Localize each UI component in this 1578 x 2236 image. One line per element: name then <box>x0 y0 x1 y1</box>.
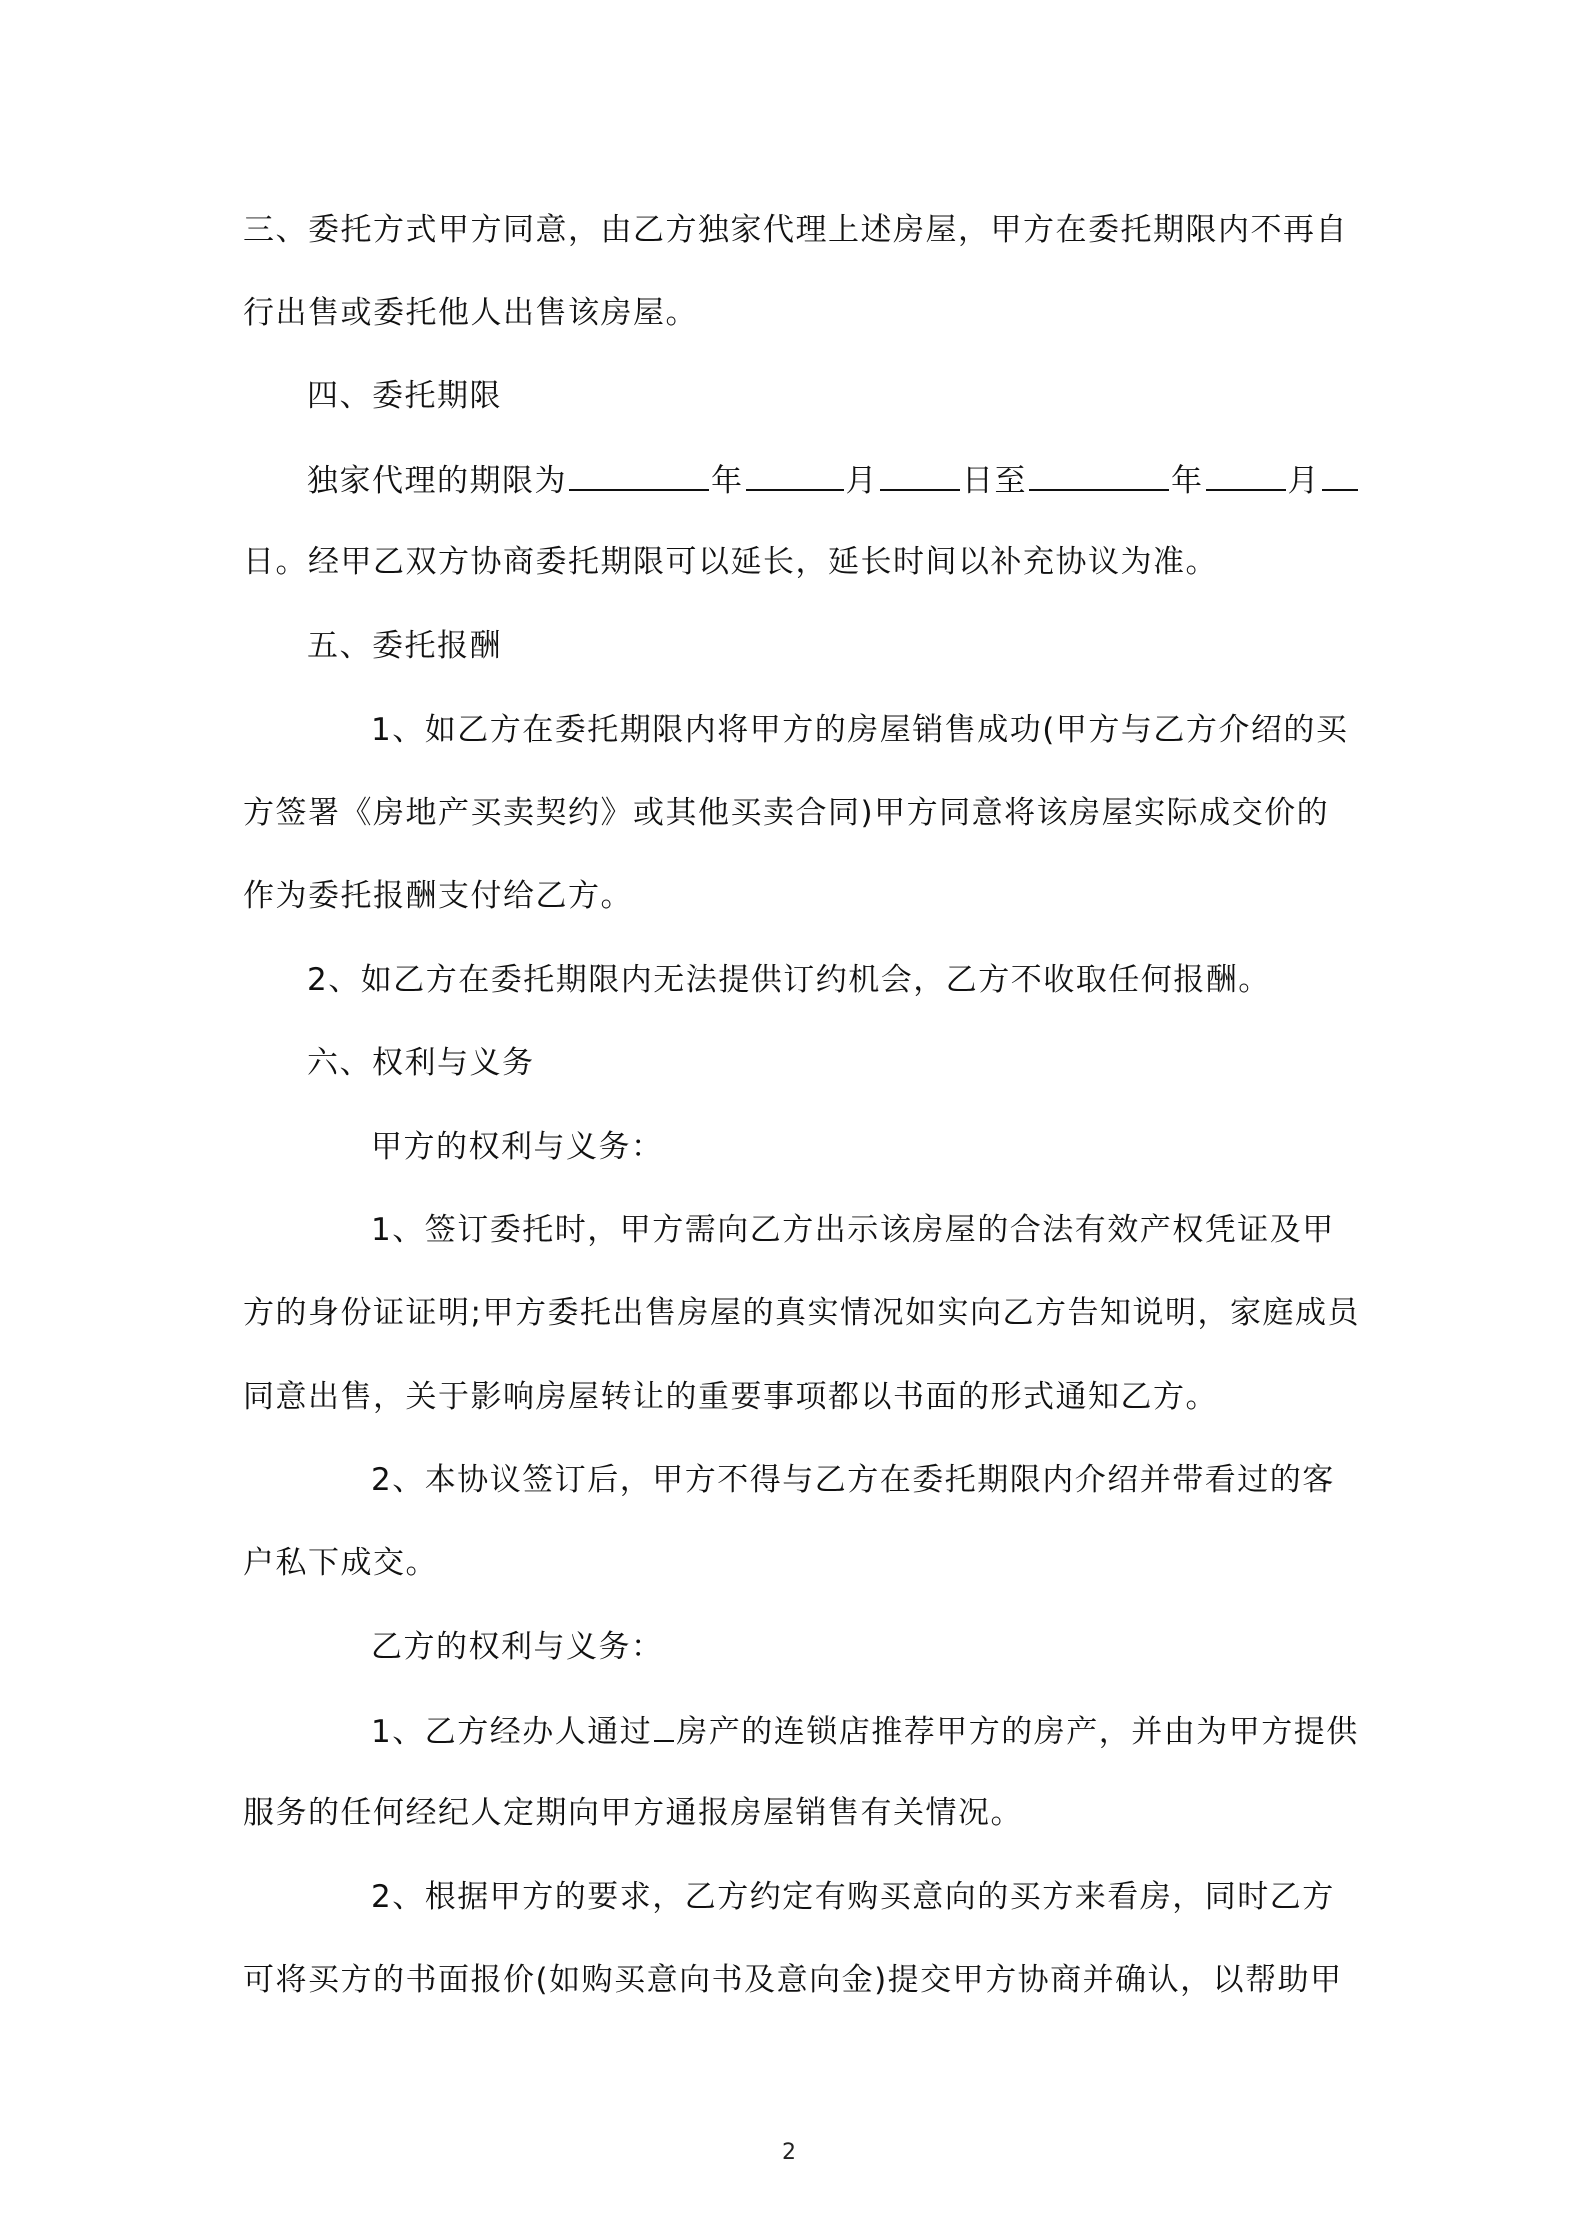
party-b-p1-part-b: 房产的连锁店推荐甲方的房产，并由为甲方提供 <box>676 1714 1359 1750</box>
sec5-p1-line-3: 作为委托报酬支付给乙方。 <box>243 878 633 914</box>
sec6-heading: 六、权利与义务 <box>307 1045 535 1081</box>
sec5-p1-line-1: 1、如乙方在委托期限内将甲方的房屋销售成功(甲方与乙方介绍的买 <box>371 712 1349 748</box>
sec3-line-2: 行出售或委托他人出售该房屋。 <box>243 295 698 331</box>
page-number: 2 <box>782 2140 796 2165</box>
sec4-heading: 四、委托期限 <box>307 378 502 414</box>
party-a-p2-line-2: 户私下成交。 <box>243 1545 438 1581</box>
blank-start-month <box>746 459 844 491</box>
period-day-to: 日至 <box>962 463 1027 499</box>
party-a-p1-line-1: 1、签订委托时，甲方需向乙方出示该房屋的合法有效产权凭证及甲 <box>371 1212 1335 1248</box>
blank-start-year <box>569 459 709 491</box>
party-b-p1-part-a: 1、乙方经办人通过 <box>371 1714 653 1750</box>
sec5-heading: 五、委托报酬 <box>307 628 502 664</box>
period-label: 独家代理的期限为 <box>307 463 567 499</box>
sec5-p1-line-2: 方签署《房地产买卖契约》或其他买卖合同)甲方同意将该房屋实际成交价的 <box>243 795 1330 831</box>
party-b-heading: 乙方的权利与义务： <box>371 1629 664 1665</box>
party-b-p1-line-1 <box>371 1710 1359 1752</box>
blank-end-year <box>1029 459 1169 491</box>
period-year-2: 年 <box>1171 463 1204 499</box>
sec4-line-2: 日。经甲乙双方协商委托期限可以延长，延长时间以补充协议为准。 <box>243 544 1218 580</box>
blank-end-day <box>1322 459 1358 491</box>
period-month-2: 月 <box>1287 463 1320 499</box>
blank-agency-name <box>654 1710 674 1742</box>
sec3-line-1: 三、委托方式甲方同意，由乙方独家代理上述房屋，甲方在委托期限内不再自 <box>243 212 1348 248</box>
blank-end-month <box>1206 459 1286 491</box>
period-month-1: 月 <box>845 463 878 499</box>
party-b-p2-line-1: 2、根据甲方的要求，乙方约定有购买意向的买方来看房，同时乙方 <box>371 1879 1335 1915</box>
period-year-1: 年 <box>711 463 744 499</box>
party-a-heading: 甲方的权利与义务： <box>371 1129 664 1165</box>
party-a-p2-line-1: 2、本协议签订后，甲方不得与乙方在委托期限内介绍并带看过的客 <box>371 1462 1335 1498</box>
party-b-p1-line-2: 服务的任何经纪人定期向甲方通报房屋销售有关情况。 <box>243 1795 1023 1831</box>
party-a-p1-line-3: 同意出售，关于影响房屋转让的重要事项都以书面的形式通知乙方。 <box>243 1379 1218 1415</box>
sec5-p2: 2、如乙方在委托期限内无法提供订约机会，乙方不收取任何报酬。 <box>307 962 1271 998</box>
blank-start-day <box>880 459 960 491</box>
party-b-p2-line-2: 可将买方的书面报价(如购买意向书及意向金)提交甲方协商并确认，以帮助甲 <box>243 1962 1343 1998</box>
party-a-p1-line-2: 方的身份证证明;甲方委托出售房屋的真实情况如实向乙方告知说明，家庭成员 <box>243 1295 1360 1331</box>
sec4-period-line <box>307 459 1360 501</box>
